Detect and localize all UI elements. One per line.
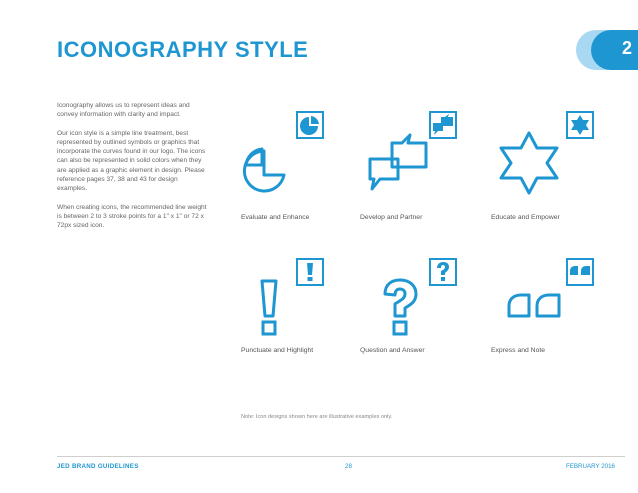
icon-caption: Develop and Partner: [360, 214, 423, 221]
body-paragraph-3: When creating icons, the recommended line weight is between 2 to 3 stroke points for a 1" x 1" or 72 x 72px sized icon.: [57, 203, 207, 230]
section-number: 2: [622, 38, 633, 58]
speech-bubbles-icon: [366, 133, 432, 195]
exclamation-icon: [258, 278, 280, 338]
body-paragraph-2: Our icon style is a simple line treatment, best represented by outlined symbols or graphics that incorporate the curves found in our logo. The icons can also be represented in solid colors when they are applied as a graphic element in design. Please reference pages 37, 38 and 43 for design examples.: [57, 129, 206, 193]
quote-icon: [505, 292, 563, 320]
speech-bubbles-solid-icon: [429, 111, 457, 139]
pie-chart-icon: [240, 143, 296, 199]
six-point-star-icon: [497, 130, 561, 196]
page-title: ICONOGRAPHY STYLE: [57, 37, 309, 62]
exclamation-solid-icon: [296, 258, 324, 286]
note-text: Note: Icon designs shown here are illustrative examples only.: [241, 414, 393, 420]
pie-chart-solid-icon: [296, 111, 324, 139]
question-solid-icon: [429, 258, 457, 286]
footer-divider: [57, 456, 625, 457]
body-paragraph-1: Iconography allows us to represent ideas and convey information with clarity and impact.: [57, 102, 190, 119]
six-point-star-solid-icon: [566, 111, 594, 139]
question-icon: [380, 278, 420, 338]
icon-caption: Express and Note: [491, 347, 546, 354]
icon-caption: Evaluate and Enhance: [241, 214, 310, 221]
footer-date: FEBRUARY 2016: [566, 463, 615, 470]
quote-solid-icon: [566, 258, 594, 286]
icon-caption: Punctuate and Highlight: [241, 347, 314, 354]
icon-caption: Educate and Empower: [491, 214, 560, 221]
body-text: [57, 101, 207, 240]
icon-caption: Question and Answer: [360, 347, 425, 354]
page-number: 28: [345, 463, 352, 470]
footer-brand: JED BRAND GUIDELINES: [57, 463, 139, 470]
